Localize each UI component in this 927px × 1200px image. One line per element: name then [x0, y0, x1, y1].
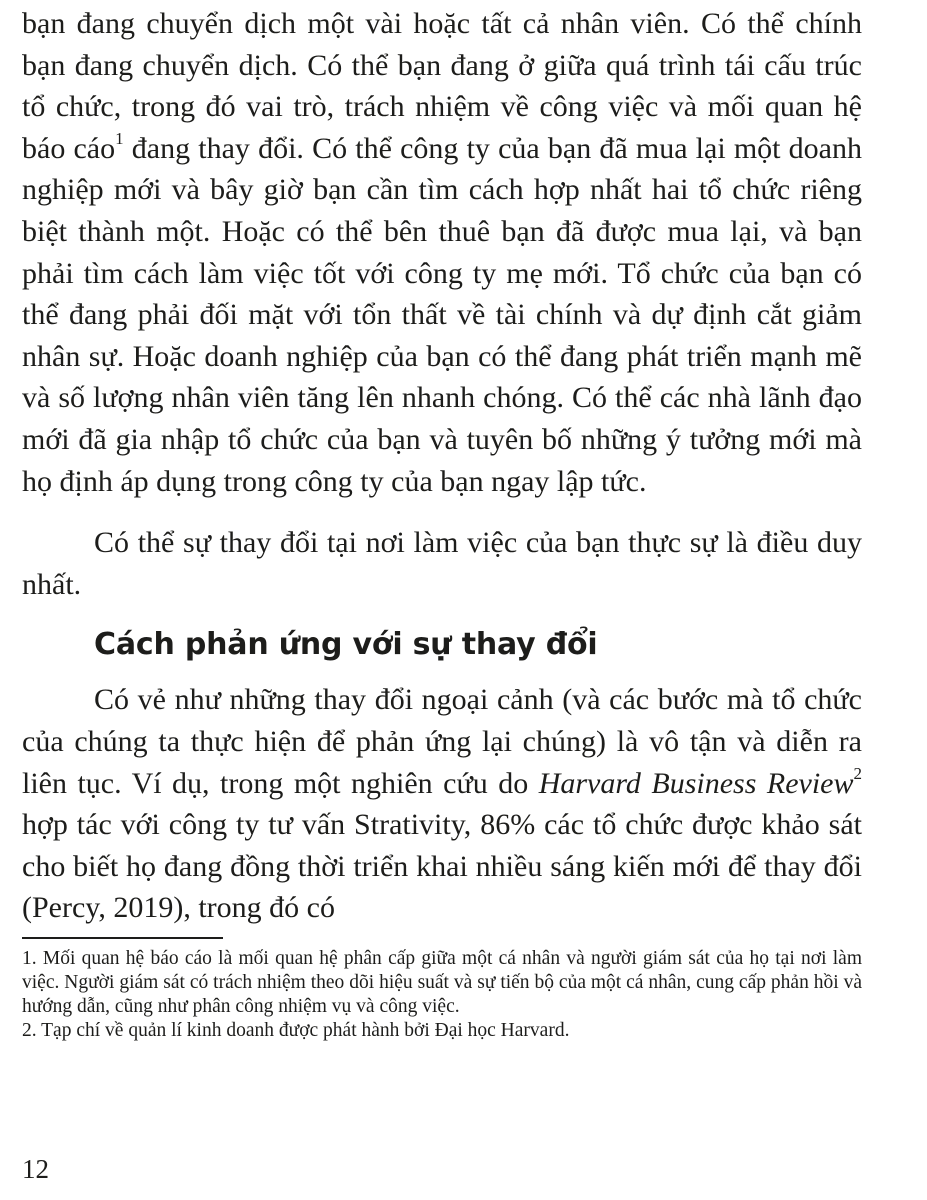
- section-heading: Cách phản ứng với sự thay đổi: [94, 627, 598, 663]
- footnote-ref-2: 2: [853, 763, 862, 783]
- footnote-1: 1. Mối quan hệ báo cáo là mối quan hệ phân cấp giữa một cá nhân và người giám sát của họ tại nơi làm việc. Người giám sát có trách nhiệm theo dõi hiệu suất và sự tiến bộ của một cá nhân, cung cấp phản hồi và hướng dẫn, cũng như phân công nhiệm vụ và công việc.: [22, 947, 862, 1018]
- page-number: 12: [22, 1154, 49, 1184]
- paragraph-3-text-end: hợp tác với công ty tư vấn Strativity, 86% các tổ chức được khảo sát cho biết họ đang đồng thời triển khai nhiều sáng kiến mới để thay đổi (Percy, 2019), trong đó có: [22, 808, 862, 925]
- journal-title-italic: Harvard Business Review: [538, 766, 854, 800]
- footnote-2: 2. Tạp chí về quản lí kinh doanh được phát hành bởi Đại học Harvard.: [22, 1020, 570, 1042]
- body-paragraph-1: [22, 0, 862, 502]
- footnotes: [22, 947, 862, 1044]
- footnote-ref-1: 1: [115, 128, 124, 148]
- body-paragraph-3: [22, 679, 862, 929]
- book-page: [22, 0, 862, 1200]
- paragraph-1-text-end: đang thay đổi. Có thể công ty của bạn đã mua lại một doanh nghiệp mới và bây giờ bạn cần tìm cách hợp nhất hai tổ chức riêng biệt thành một. Hoặc có thể bên thuê bạn đã được mua lại, và bạn phải tìm cách làm việc tốt với công ty mẹ mới. Tổ chức của bạn có thể đang phải đối mặt với tổn thất về tài chính và dự định cắt giảm nhân sự. Hoặc doanh nghiệp của bạn có thể đang phát triển mạnh mẽ và số lượng nhân viên tăng lên nhanh chóng. Có thể các nhà lãnh đạo mới đã gia nhập tổ chức của bạn và tuyên bố những ý tưởng mới mà họ định áp dụng trong công ty của bạn ngay lập tức.: [22, 131, 862, 498]
- paragraph-3-text-start: Có vẻ như những thay đổi ngoại cảnh (và các bước mà tổ chức của chúng ta thực hiện để phản ứng lại chúng) là vô tận và diễn ra liên tục. Ví dụ, trong một nghiên cứu do: [22, 683, 862, 800]
- footnote-divider: [22, 937, 223, 939]
- paragraph-1-text-start: bạn đang chuyển dịch một vài hoặc tất cả nhân viên. Có thể chính bạn đang chuyển dịch. Có thể bạn đang ở giữa quá trình tái cấu trúc tổ chức, trong đó vai trò, trách nhiệm về công việc và mối quan hệ báo cáo: [22, 7, 862, 165]
- body-paragraph-2: Có thể sự thay đổi tại nơi làm việc của bạn thực sự là điều duy nhất.: [22, 526, 862, 601]
